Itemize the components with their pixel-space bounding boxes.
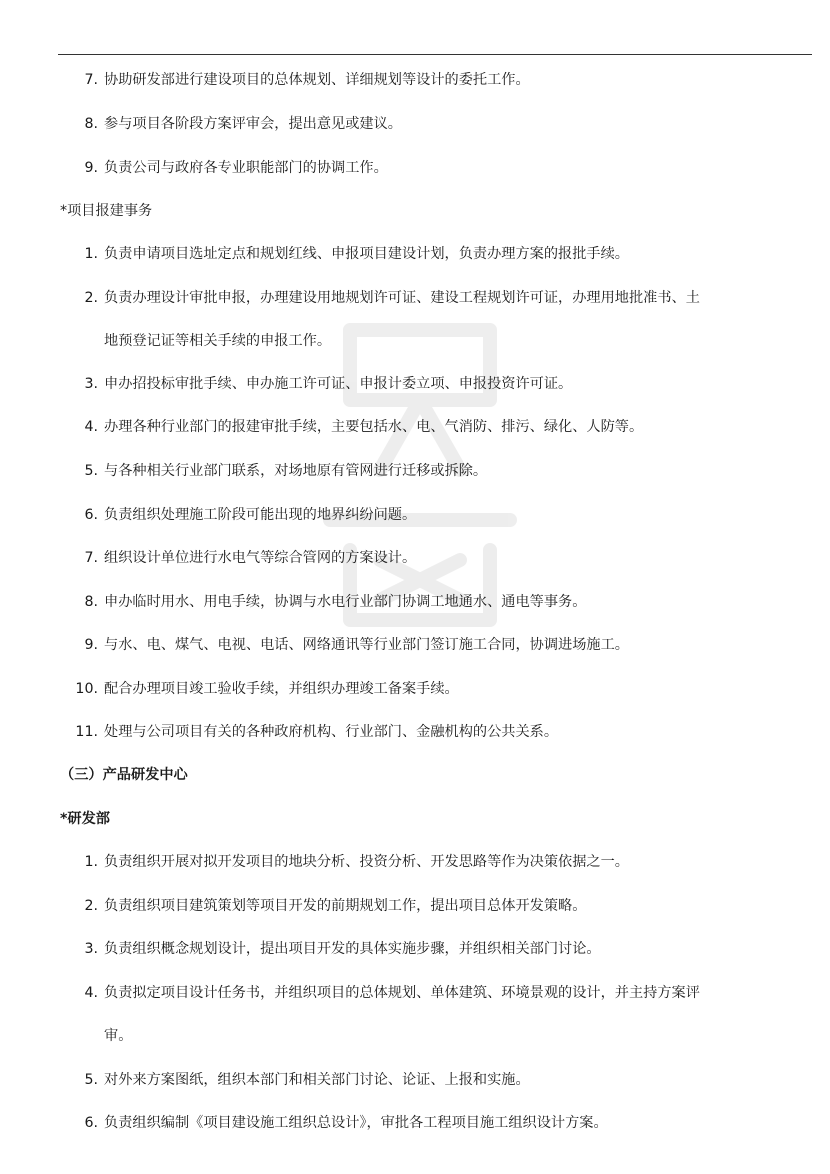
list-item-text: 负责组织概念规划设计，提出项目开发的具体实施步骤，并组织相关部门讨论。	[104, 941, 601, 957]
list-item-text: 协助研发部进行建设项目的总体规划、详细规划等设计的委托工作。	[104, 72, 530, 88]
list-item-number: 8.	[84, 116, 98, 132]
list-item	[0, 69, 830, 91]
list-item	[0, 113, 830, 135]
list-item	[0, 895, 830, 917]
list-item-text: 对外来方案图纸，组织本部门和相关部门讨论、论证、上报和实施。	[104, 1072, 530, 1088]
list-item	[0, 851, 830, 873]
list-item-number: 3.	[84, 941, 98, 957]
list-item-number: 7.	[84, 550, 98, 566]
list-item-number: 2.	[84, 290, 98, 306]
list-item-text: 负责申请项目选址定点和规划红线、申报项目建设计划，负责办理方案的报批手续。	[104, 246, 629, 262]
list-item-number: 5.	[84, 1072, 98, 1088]
list-item-text: 审。	[104, 1028, 133, 1044]
list-item	[0, 938, 830, 960]
list-item-text: 负责组织处理施工阶段可能出现的地界纠纷问题。	[104, 507, 417, 523]
list-item	[0, 678, 830, 700]
list-item	[0, 634, 830, 656]
section-heading-baojian: *项目报建事务	[60, 203, 153, 219]
list-item-text: 处理与公司项目有关的各种政府机构、行业部门、金融机构的公共关系。	[104, 724, 559, 740]
list-item-number: 8.	[84, 594, 98, 610]
list-item-number: 2.	[84, 898, 98, 914]
list-item	[0, 721, 830, 743]
list-item-text: 与水、电、煤气、电视、电话、网络通讯等行业部门签订施工合同，协调进场施工。	[104, 637, 629, 653]
list-item	[0, 416, 830, 438]
list-item	[0, 982, 830, 1004]
list-item	[0, 1069, 830, 1091]
list-item-number: 3.	[84, 376, 98, 392]
list-item-number: 4.	[84, 985, 98, 1001]
section-heading-yanfa: *研发部	[60, 811, 110, 827]
list-item-continuation	[0, 330, 830, 352]
list-item-number: 11.	[75, 724, 98, 740]
list-item-number: 1.	[84, 854, 98, 870]
list-item-number: 9.	[84, 637, 98, 653]
list-item-text: 负责组织编制《项目建设施工组织总设计》，审批各工程项目施工组织设计方案。	[104, 1115, 608, 1131]
list-item	[0, 504, 830, 526]
list-item-text: 负责公司与政府各专业职能部门的协调工作。	[104, 160, 388, 176]
list-item	[0, 547, 830, 569]
list-item	[0, 157, 830, 179]
list-item-number: 10.	[75, 681, 98, 697]
list-item	[0, 287, 830, 309]
list-item-number: 9.	[84, 160, 98, 176]
list-item	[0, 591, 830, 613]
list-item-text: 组织设计单位进行水电气等综合管网的方案设计。	[104, 550, 417, 566]
list-item-text: 负责办理设计审批申报，办理建设用地规划许可证、建设工程规划许可证，办理用地批准书、土	[104, 290, 700, 306]
list-item-text: 申办临时用水、用电手续，协调与水电行业部门协调工地通水、通电等事务。	[104, 594, 587, 610]
list-item-number: 7.	[84, 72, 98, 88]
list-item	[0, 460, 830, 482]
list-item-number: 4.	[84, 419, 98, 435]
list-item-text: 负责组织项目建筑策划等项目开发的前期规划工作，提出项目总体开发策略。	[104, 898, 587, 914]
list-item-text: 办理各种行业部门的报建审批手续，主要包括水、电、气消防、排污、绿化、人防等。	[104, 419, 644, 435]
list-item-continuation	[0, 1025, 830, 1047]
list-item-number: 6.	[84, 507, 98, 523]
list-item-number: 1.	[84, 246, 98, 262]
list-item-text: 负责拟定项目设计任务书，并组织项目的总体规划、单体建筑、环境景观的设计，并主持方案评	[104, 985, 700, 1001]
list-item-text: 参与项目各阶段方案评审会，提出意见或建议。	[104, 116, 402, 132]
list-item-number: 5.	[84, 463, 98, 479]
list-item-number: 6.	[84, 1115, 98, 1131]
list-item-text: 与各种相关行业部门联系，对场地原有管网进行迁移或拆除。	[104, 463, 488, 479]
header-rule	[58, 54, 812, 55]
list-item	[0, 373, 830, 395]
list-item	[0, 1112, 830, 1134]
list-item-text: 配合办理项目竣工验收手续，并组织办理竣工备案手续。	[104, 681, 459, 697]
list-item-text: 申办招投标审批手续、申办施工许可证、申报计委立项、申报投资许可证。	[104, 376, 573, 392]
section-heading-product-center: （三）产品研发中心	[60, 767, 188, 783]
list-item-text: 负责组织开展对拟开发项目的地块分析、投资分析、开发思路等作为决策依据之一。	[104, 854, 629, 870]
list-item-text: 地预登记证等相关手续的申报工作。	[104, 333, 332, 349]
list-item	[0, 243, 830, 265]
